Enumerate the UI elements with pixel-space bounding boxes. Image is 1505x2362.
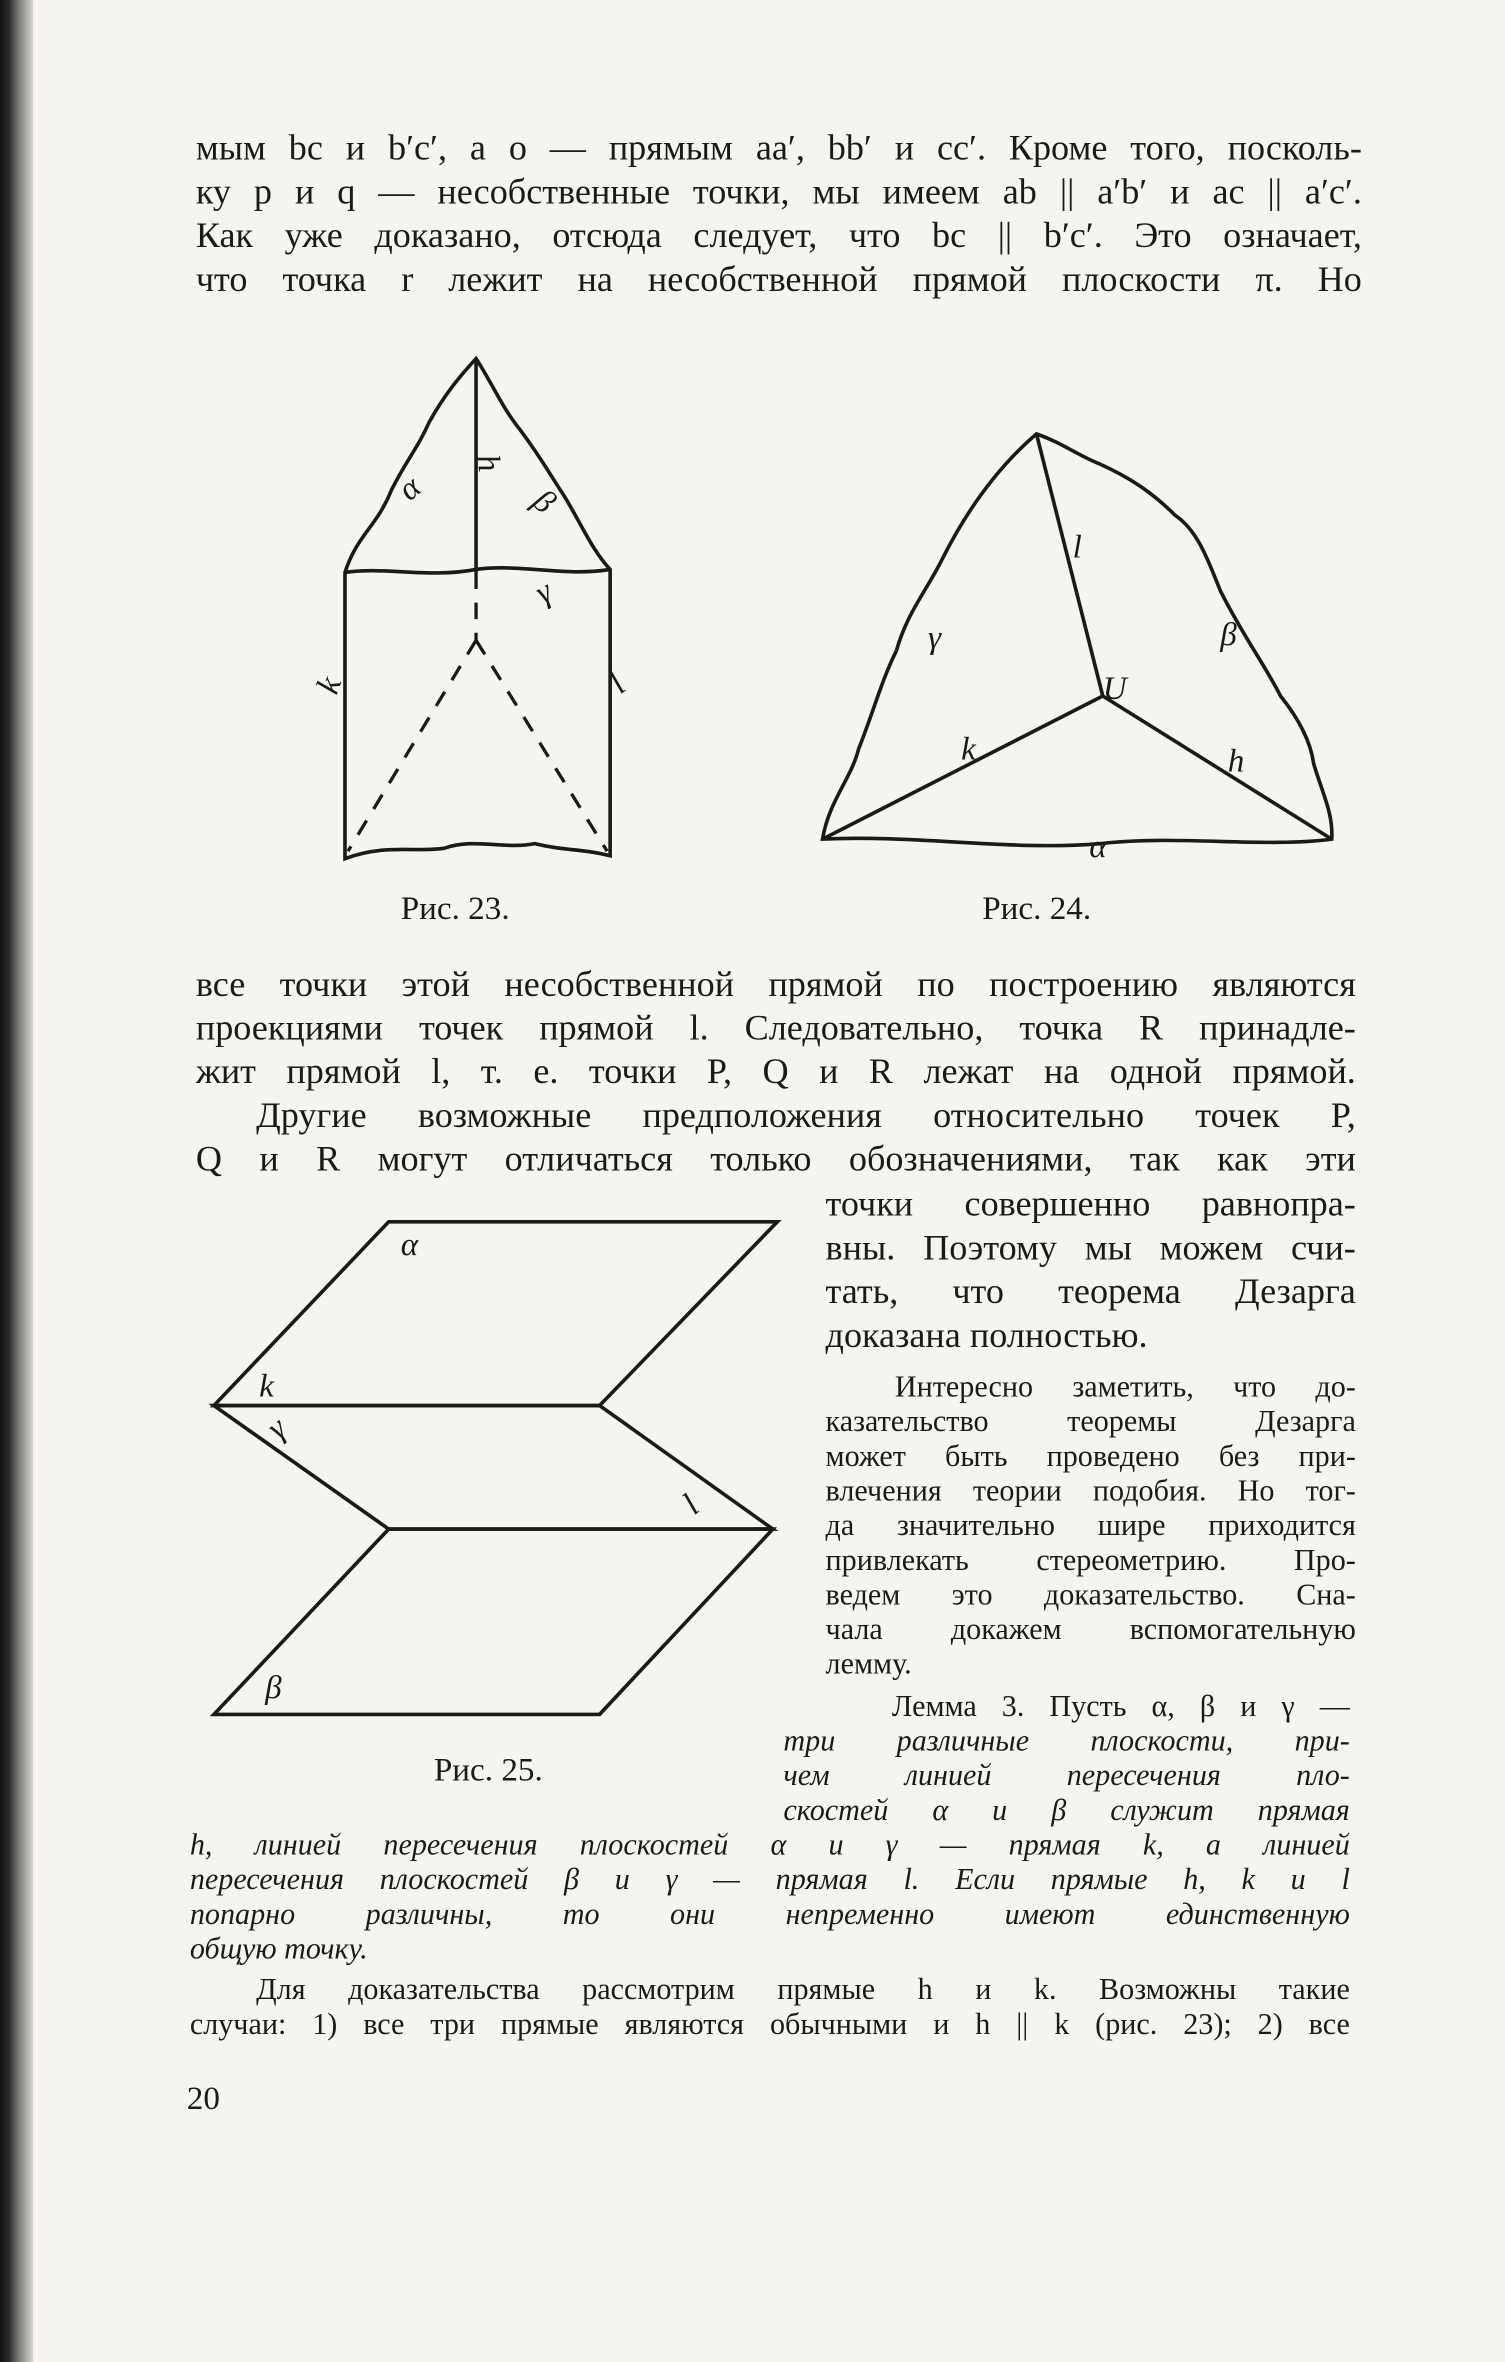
fig24-label-alpha: α [1089,828,1107,866]
proof-paragraph [190,1974,1350,2043]
fig25-label-k: k [259,1367,274,1405]
right-column-paragraph [826,1184,1356,1359]
text-line: казательство теоремы Дезарга [825,1405,1356,1439]
text-line: чала докажем вспомогательную [825,1613,1356,1647]
text-line: да значительно шире приходится [825,1509,1356,1543]
text-line: Лемма 3. Пусть α, β и γ — [891,1690,1350,1724]
text-line: лемму. [825,1648,912,1682]
fig24-line-k [823,696,1103,839]
figure-23-caption: Рис. 23. [400,888,510,927]
text-line: ведем это доказательство. Сна- [825,1578,1356,1612]
figure-25 [208,1213,780,1725]
lemma-full-paragraph [190,1829,1350,1968]
text-line: что точка r лежит на несобственной прямой плоскости π. Но [195,260,1362,300]
fig24-line-l [1036,434,1102,696]
fig23-hidden-left [348,640,476,851]
figure-24-caption: Рис. 24. [982,888,1092,927]
fig23-label-beta: β [525,482,563,522]
fig25-label-beta: β [265,1668,282,1706]
fig24-label-beta: β [1220,615,1237,653]
text-line: случаи: 1) все три прямые являются обычными и h || k (рис. 23); 2) все [189,2008,1350,2042]
fig25-plane-beta [214,1529,773,1714]
text-line: ку p и q — несобственные точки, мы имеем ab || a′b′ и ac || a′c′. [195,173,1362,213]
text-line: Интересно заметить, что до- [894,1370,1356,1405]
fig23-label-h: h [468,451,509,475]
text-line: тать, что теорема Дезарга [825,1272,1356,1313]
text-line: Как уже доказано, отсюда следует, что bc || b′c′. Это означает, [195,216,1362,257]
text-line: жит прямой l, т. е. точки P, Q и R лежат на одной прямой. [195,1053,1356,1093]
fig24-label-gamma: γ [928,618,942,656]
fig25-label-gamma: γ [259,1409,294,1447]
text-line: пересечения плоскостей β и γ — прямая l. Если прямые h, k и l [189,1863,1350,1897]
fig24-label-U: U [1102,670,1127,708]
fig25-plane-alpha [214,1222,777,1406]
figure-23 [309,346,633,866]
fig24-label-l: l [1072,528,1082,566]
text-line: влечения теории подобия. Но тог- [825,1474,1356,1509]
text-line: мым bc и b′c′, а o — прямым aa′, bb′ и cc′. Кроме того, посколь- [195,129,1362,169]
text-line: скостей α и β служит прямая [783,1794,1350,1828]
fig25-label-alpha: α [400,1225,419,1263]
text-line: проекциями точек прямой l. Следовательно, точка R принадле- [195,1009,1356,1049]
lemma-right-paragraph [783,1690,1349,1829]
text-line: все точки этой несобственной прямой по построению являются [195,965,1356,1005]
text-line: точки совершенно равнопра- [825,1185,1356,1225]
text-line: попарно различны, то они непременно имеют единственную [189,1898,1350,1932]
text-line: доказана полностью. [825,1316,1148,1356]
fig24-label-h: h [1227,742,1245,780]
fig23-hidden-right [476,640,607,851]
fig24-label-k: k [961,730,976,768]
text-line: Для доказательства рассмотрим прямые h и k. Возможны такие [256,1973,1350,2007]
fig23-label-l: l [601,666,633,701]
text-line: чем линией пересечения пло- [783,1759,1350,1793]
fig23-label-alpha: α [390,468,428,509]
text-line: h, линией пересечения плоскостей α и γ — прямая k, а линией [189,1828,1350,1863]
small-paragraph [826,1371,1356,1683]
text-line: Другие возможные предположения относительно точек P, [256,1096,1356,1136]
book-binding-edge [0,0,33,2362]
fig24-outline [823,434,1332,846]
text-line: привлекать стереометрию. Про- [825,1544,1356,1578]
figure-25-caption: Рис. 25. [433,1750,543,1789]
text-line: общую точку. [189,1932,368,1966]
figure-24 [814,425,1341,866]
fig25-label-l: l [675,1487,707,1522]
fig23-label-k: k [309,671,349,699]
page-number: 20 [186,2078,220,2117]
text-line: может быть проведено без при- [825,1440,1356,1474]
fig23-label-gamma: γ [528,572,559,612]
top-paragraph [196,128,1362,303]
text-line: Q и R могут отличаться только обозначениями, так как эти [195,1140,1356,1180]
text-line: три различные плоскости, при- [783,1724,1350,1759]
text-line: вны. Поэтому мы можем счи- [825,1229,1356,1269]
middle-paragraph [196,964,1356,1182]
